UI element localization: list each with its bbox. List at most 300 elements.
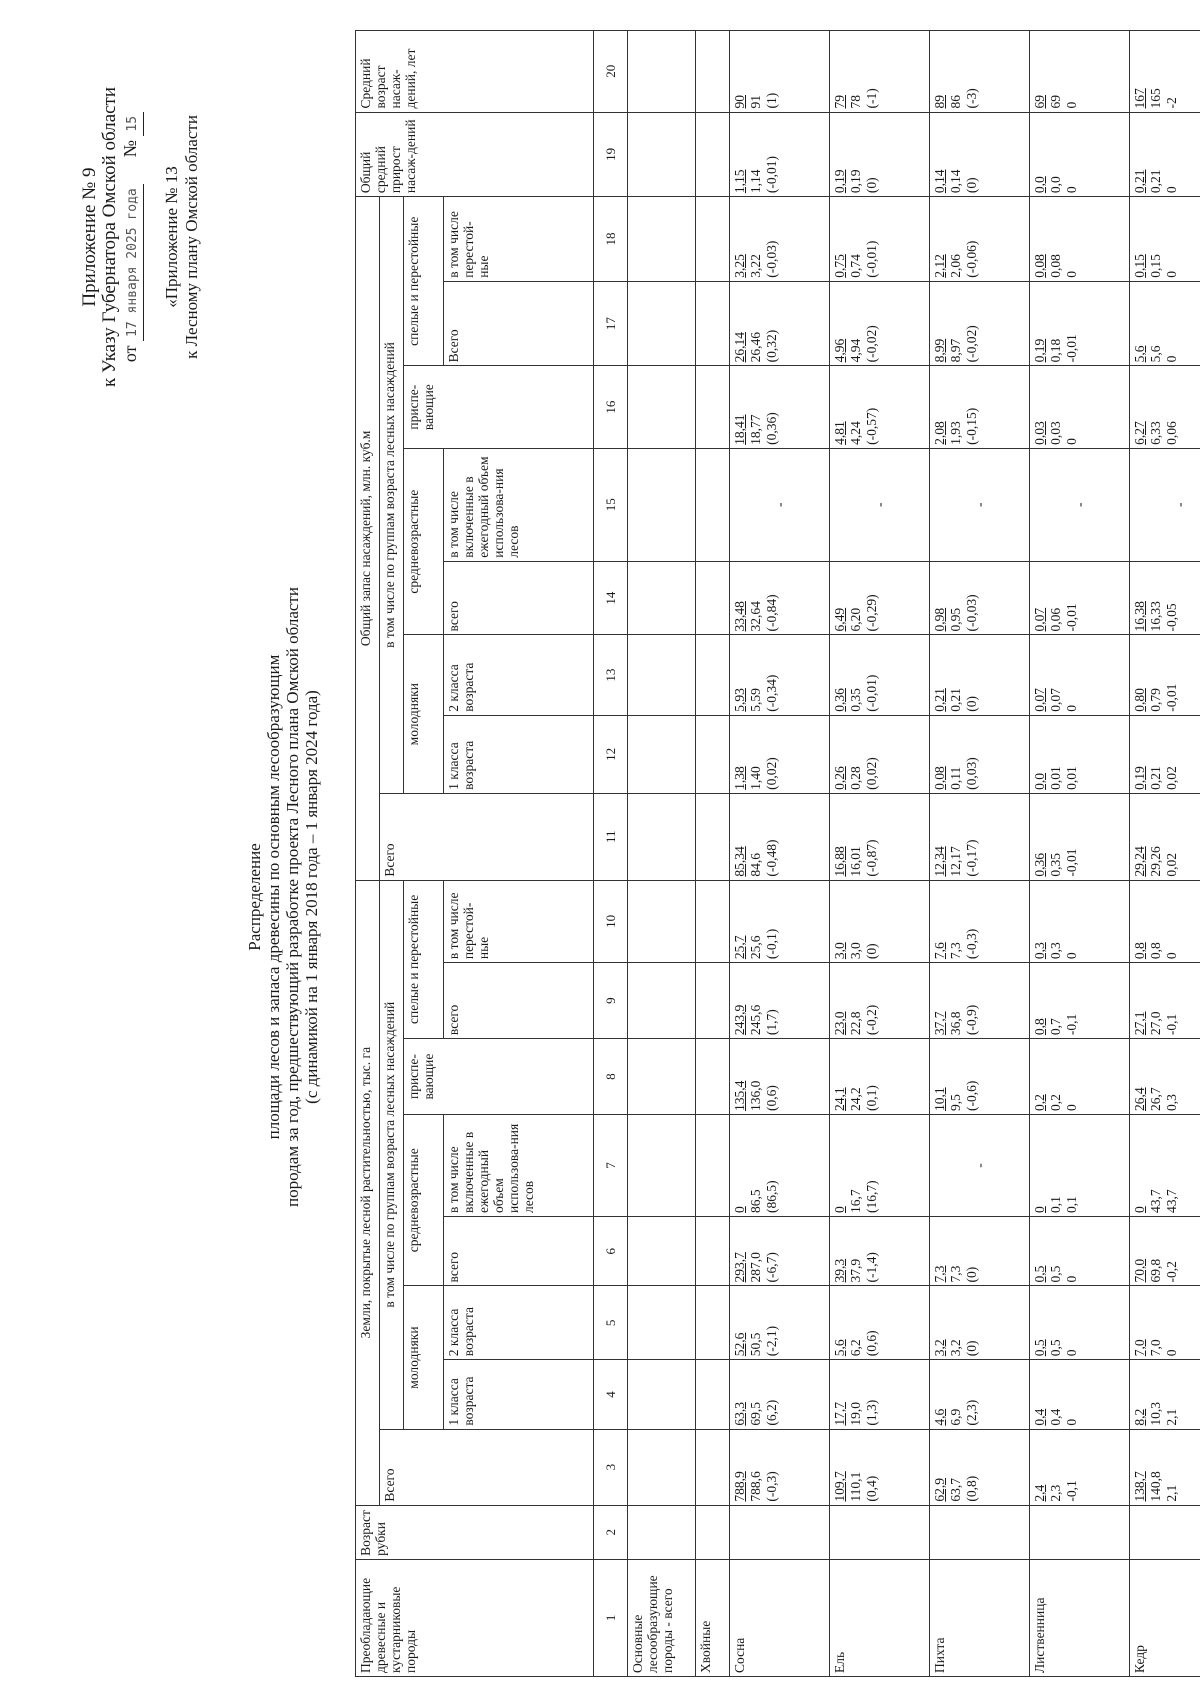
value-change: 0 [1164,186,1179,194]
value-2024: 4,24 [848,421,863,445]
column-number: 8 [594,1039,628,1115]
value-2018: 0 [732,1206,747,1214]
table-cell [930,635,1030,715]
column-number: 18 [594,197,628,282]
header-area-class2: 2 класса возраста [444,1286,594,1360]
table-cell [730,281,830,366]
species-name: Ель [830,1559,930,1676]
value-change: 0 [1064,1104,1079,1112]
value-change: 0 [1164,355,1179,363]
value-2024: 16,7 [848,1189,863,1214]
value-2024: 0,03 [1048,421,1063,445]
header-area-mature-all: всего [444,963,594,1039]
forest-distribution-table [355,30,1200,1677]
table-cell [1130,1360,1200,1429]
table-cell [930,880,1030,963]
species-name: Лиственница [1030,1559,1130,1676]
value-2018: 788,9 [732,1471,747,1502]
table-row [830,31,930,1677]
value-2024: 3,2 [948,1339,963,1357]
cutting-age-cell [1030,1505,1130,1559]
column-number: 3 [594,1429,628,1505]
value-2018: 0,03 [1032,421,1047,445]
value-2024: 0,28 [848,766,863,790]
decree-header [80,27,144,447]
value-2024: 69,8 [1148,1258,1163,1283]
value-change: (2,3) [964,1399,979,1426]
table-row [1130,31,1200,1677]
value-2018: 0,19 [832,169,847,194]
value-change: (0,6) [764,1085,779,1112]
table-cell [730,793,830,880]
value-2024: 1,93 [948,421,963,445]
value-change: 0,01 [1064,766,1079,790]
table-cell [830,112,930,197]
table-cell [1030,1039,1130,1115]
header-stock-mature-all: Всего [444,281,594,366]
column-number: 5 [594,1286,628,1360]
table-cell: - [730,448,830,561]
column-number-row [594,31,628,1677]
table-cell [1130,1217,1200,1286]
table-cell [1030,793,1130,880]
value-change: 0,06 [1164,421,1179,445]
value-2018: 8,99 [932,338,947,363]
table-cell [930,1217,1030,1286]
value-2024: 29,26 [1148,846,1163,877]
value-change: 0 [1064,101,1079,109]
value-2024: 6,9 [948,1408,963,1426]
column-number: 1 [594,1559,628,1676]
forest-plan-appendix: «Приложение № 13 к Лесному плану Омской области [162,115,201,359]
decree-number: 15 [123,112,144,136]
table-cell [930,561,1030,635]
value-2024: 12,17 [948,846,963,877]
value-2024: 6,20 [848,607,863,632]
value-2024: 0,35 [848,688,863,712]
table-cell [1130,366,1200,448]
header-avg-age: Средний возраст насаж-дений, лет [356,31,594,113]
value-2024: 7,0 [1148,1339,1163,1357]
table-cell [1130,112,1200,197]
cutting-age-cell [830,1505,930,1559]
value-change: (-0,03) [964,594,979,632]
value-2024: 0,08 [1048,254,1063,278]
value-2018: 85,34 [732,846,747,877]
value-change: (0,8) [964,1475,979,1502]
table-cell [1030,1217,1130,1286]
column-number: 14 [594,561,628,635]
value-change: 0 [1164,271,1179,278]
value-2018: 25,7 [732,935,747,960]
value-2018: 6,49 [832,607,847,632]
table-cell [1030,880,1130,963]
column-number: 12 [594,715,628,793]
table-cell [830,1429,930,1505]
value-2018: 2,12 [932,254,947,278]
header-total-stock: Общий запас насаждений, млн. куб.м [356,197,380,881]
value-2018: 7,6 [932,942,947,960]
header-area-by-age-groups: в том числе по группам возраста лесных насаждений [380,880,404,1429]
table-cell [1130,1039,1200,1115]
table-cell [1030,1115,1130,1217]
table-cell [930,1286,1030,1360]
table-cell [830,31,930,113]
value-change: (0) [964,1340,979,1357]
value-2018: 0,19 [1032,338,1047,363]
value-change: (-0,84) [764,594,779,632]
value-2024: 86,5 [748,1189,763,1214]
header-stock-middle-aged: средневозрастные [404,448,444,635]
value-2018: 0,0 [1032,176,1047,194]
value-2024: 140,8 [1148,1471,1163,1502]
value-2018: 243,9 [732,1004,747,1036]
value-change: (0,4) [864,1475,879,1502]
table-cell [1030,366,1130,448]
value-2024: 0,8 [1148,942,1163,960]
value-2024: 9,5 [948,1094,963,1112]
value-2024: 0,21 [948,688,963,712]
value-2018: 0,19 [1132,766,1147,790]
appendix-number: Приложение № 9 [79,167,100,307]
table-cell [730,561,830,635]
cutting-age-cell [730,1505,830,1559]
value-2018: 0,2 [1032,1094,1047,1112]
value-2024: 136,0 [748,1080,763,1112]
species-name: Пихта [930,1559,1030,1676]
table-cell: - [930,1115,1030,1217]
value-change: (0) [964,696,979,712]
table-cell [730,880,830,963]
value-2018: 2,08 [932,421,947,445]
table-cell [930,793,1030,880]
value-change: 0,3 [1164,1094,1179,1112]
value-2018: 17,7 [832,1402,847,1426]
value-2018: 12,34 [932,846,947,877]
value-change: (0,02) [864,757,879,790]
table-row [930,31,1030,1677]
value-2018: 62,9 [932,1477,947,1502]
table-cell [930,963,1030,1039]
value-2024: 16,33 [1148,601,1163,632]
value-2024: 5,6 [1148,345,1163,363]
column-number: 10 [594,880,628,963]
value-2018: 1,15 [732,169,747,194]
value-change: (0,1) [864,1085,879,1112]
value-change: 0,02 [1164,853,1179,877]
value-2024: 0,0 [1048,176,1063,194]
table-cell [930,1039,1030,1115]
value-2018: 5,93 [732,688,747,712]
value-change: (-6,7) [764,1252,779,1283]
value-2018: 7,3 [932,1265,947,1283]
table-cell [930,281,1030,366]
value-2024: 6,33 [1148,421,1163,445]
value-2018: 0,07 [1032,607,1047,632]
value-2018: 0,5 [1032,1339,1047,1357]
table-cell [830,715,930,793]
table-cell [1030,963,1130,1039]
value-change: (-0,17) [964,839,979,877]
value-2018: 3,25 [732,254,747,278]
cutting-age-cell [1130,1505,1200,1559]
value-change: (0,03) [964,757,979,790]
value-2018: 138,7 [1132,1471,1147,1502]
value-2018: 5,6 [1132,345,1147,363]
cutting-age-cell [930,1505,1030,1559]
header-area-overmature: в том числе перестой-ные [444,880,594,963]
value-2024: 32,64 [748,601,763,632]
section-row-conifer [696,31,730,1677]
table-cell: - [1030,448,1130,561]
value-2024: 0,5 [1048,1265,1063,1283]
value-2024: 50,5 [748,1332,763,1357]
value-change: 0 [1064,1349,1079,1357]
column-number: 20 [594,31,628,113]
table-cell [730,112,830,197]
value-2018: 16,88 [832,846,847,877]
value-2018: 0,08 [932,766,947,790]
value-change: (-0,15) [964,407,979,445]
table-cell [1130,1286,1200,1360]
value-change: (0,02) [764,757,779,790]
table-cell [730,715,830,793]
value-change: (-0,06) [964,240,979,278]
value-2024: 27,0 [1148,1011,1163,1036]
value-2018: 16,38 [1132,601,1147,632]
value-2024: 63,7 [948,1477,963,1502]
value-2024: 0,11 [948,766,963,790]
table-cell [830,561,930,635]
value-2018: 18,41 [732,414,747,445]
value-change: -0,05 [1164,603,1179,632]
value-2018: 0 [1132,1206,1147,1214]
table-cell [1030,561,1130,635]
table-cell [1130,561,1200,635]
value-2024: 0,01 [1048,766,1063,790]
document-title: Распределение площади лесов и запаса древесины по основным лесообразующим породам за год, предшествующий разработке проекта Лесного плана Омской области (с динамикой на 1 января 2018 года – 1 января 2024 года) [245,587,321,1207]
value-change: 0 [1164,952,1179,960]
value-2024: 8,97 [948,338,963,363]
value-change: (-0,03) [764,240,779,278]
table-cell [730,1286,830,1360]
header-area-young: молодняки [404,1286,444,1429]
value-change: (-0,3) [764,1471,779,1502]
value-2018: 26,4 [1132,1087,1147,1112]
table-cell [1030,1286,1130,1360]
value-change: 0,02 [1164,766,1179,790]
value-change: (0) [864,943,879,960]
value-change: -2 [1164,97,1179,109]
value-2024: 0,06 [1048,607,1063,632]
value-change: (-1) [864,88,879,109]
value-2024: 0,19 [848,169,863,194]
value-change: 0 [1064,271,1079,278]
value-change: (-0,01) [764,156,779,194]
value-2024: 165 [1148,88,1163,109]
value-change: (0,36) [764,412,779,445]
value-2024: 788,6 [748,1471,763,1502]
value-2024: 0,79 [1148,688,1163,712]
value-2018: 10,1 [932,1087,947,1112]
value-2018: 4,81 [832,421,847,445]
value-change: -0,01 [1064,603,1079,632]
column-number: 6 [594,1217,628,1286]
table-cell [1030,1360,1130,1429]
value-change: (-0,29) [864,594,879,632]
value-2024: 4,94 [848,338,863,363]
decree-date-line: от 17 января 2025 года № 15 [120,27,144,447]
header-stock-mid-use: в том числе включенные в ежегодный объем использова-ния лесов [444,448,594,561]
value-change: (-0,34) [764,674,779,712]
value-2018: 0,26 [832,766,847,790]
value-change: (0) [964,177,979,194]
value-change: (16,7) [864,1180,879,1214]
value-2018: 3,0 [832,942,847,960]
value-2018: 8,2 [1132,1408,1147,1426]
value-2018: 39,3 [832,1258,847,1283]
value-2024: 5,59 [748,688,763,712]
value-2024: 26,46 [748,332,763,363]
value-change: (-0,6) [964,1080,979,1112]
value-2024: 110,1 [848,1471,863,1502]
value-2024: 0,7 [1048,1018,1063,1036]
value-2024: 0,74 [848,254,863,278]
value-change: -0,01 [1064,334,1079,363]
value-2018: 0,98 [932,607,947,632]
value-2018: 0,5 [1032,1265,1047,1283]
value-2024: 86 [948,95,963,109]
value-change: -0,01 [1164,683,1179,712]
column-number: 16 [594,366,628,448]
decree-date: 17 января 2025 года [123,184,144,341]
table-cell [730,1115,830,1217]
table-cell [730,366,830,448]
value-2024: 18,77 [748,414,763,445]
header-stock-class1: 1 класса возраста [444,715,594,793]
value-2024: 24,2 [848,1087,863,1112]
table-cell: - [1130,448,1200,561]
value-2024: 7,3 [948,1265,963,1283]
table-cell [730,1429,830,1505]
value-2024: 0,14 [948,169,963,194]
value-change: 43,7 [1164,1189,1179,1214]
value-2018: 0,21 [1132,169,1147,194]
value-2018: 0,21 [932,688,947,712]
table-cell [730,1360,830,1429]
value-2024: 78 [848,95,863,109]
value-2024: 0,5 [1048,1339,1063,1357]
value-2018: 109,7 [832,1471,847,1502]
table-cell [1030,197,1130,282]
value-2024: 0,1 [1048,1196,1063,1214]
value-2018: 135,4 [732,1080,747,1112]
value-change: (-0,9) [964,1004,979,1036]
value-2024: 36,8 [948,1011,963,1036]
table-cell [930,1360,1030,1429]
column-number: 19 [594,112,628,197]
header-stock-young: молодняки [404,635,444,793]
value-2024: 84,6 [748,853,763,877]
table-cell [1130,635,1200,715]
value-2024: 0,21 [1148,169,1163,194]
value-2024: 0,07 [1048,688,1063,712]
table-cell [830,880,930,963]
value-2024: 19,0 [848,1402,863,1426]
value-2018: 167 [1132,88,1147,109]
table-cell [930,366,1030,448]
column-number: 4 [594,1360,628,1429]
value-2018: 0,0 [1032,772,1047,790]
table-cell [1130,793,1200,880]
table-cell [930,1429,1030,1505]
value-2018: 7,0 [1132,1339,1147,1357]
table-cell [730,31,830,113]
value-2024: 0,18 [1048,338,1063,363]
value-2024: 0,3 [1048,942,1063,960]
value-2024: 26,7 [1148,1087,1163,1112]
header-stock-by-age-groups: в том числе по группам возраста лесных насаждений [380,197,404,794]
section-conifer-label: Хвойные [696,1559,730,1676]
value-2018: 33,48 [732,601,747,632]
value-2018: 1,38 [732,766,747,790]
value-2018: 29,24 [1132,846,1147,877]
value-2018: 0,08 [1032,254,1047,278]
header-area-class1: 1 класса возраста [444,1360,594,1429]
value-change: (-0,02) [964,325,979,363]
value-2024: 2,06 [948,254,963,278]
value-2018: 26,14 [732,332,747,363]
header-stock-mid-all: всего [444,561,594,635]
value-change: (-0,1) [764,928,779,960]
table-cell [1130,963,1200,1039]
value-change: 2,1 [1164,1484,1179,1502]
value-2018: 89 [932,95,947,109]
value-2024: 3,22 [748,254,763,278]
value-2024: 69 [1048,95,1063,109]
value-2018: 0,14 [932,169,947,194]
table-cell [830,1360,930,1429]
table-cell [1030,1429,1130,1505]
value-change: (1,3) [864,1399,879,1426]
value-2018: 0,36 [832,688,847,712]
value-2018: 0,15 [1132,254,1147,278]
value-change: (86,5) [764,1180,779,1214]
value-2024: 25,6 [748,935,763,960]
column-number: 7 [594,1115,628,1217]
table-cell [1030,635,1130,715]
value-2024: 0,95 [948,607,963,632]
value-change: (-0,01) [864,674,879,712]
value-change: (0) [864,177,879,194]
species-name: Кедр [1130,1559,1200,1676]
column-number: 2 [594,1505,628,1559]
table-cell [830,366,930,448]
value-change: 0,1 [1064,1196,1079,1214]
value-change: -0,01 [1064,848,1079,877]
table-cell [1130,1429,1200,1505]
table-cell [1130,880,1200,963]
table-cell [730,197,830,282]
value-change: -0,1 [1164,1013,1179,1036]
value-2018: 0,8 [1132,942,1147,960]
table-cell [1030,112,1130,197]
value-change: (-0,02) [864,325,879,363]
value-2018: 69 [1032,95,1047,109]
value-change: 2,1 [1164,1408,1179,1426]
value-2018: 79 [832,95,847,109]
value-2024: 287,0 [748,1252,763,1283]
